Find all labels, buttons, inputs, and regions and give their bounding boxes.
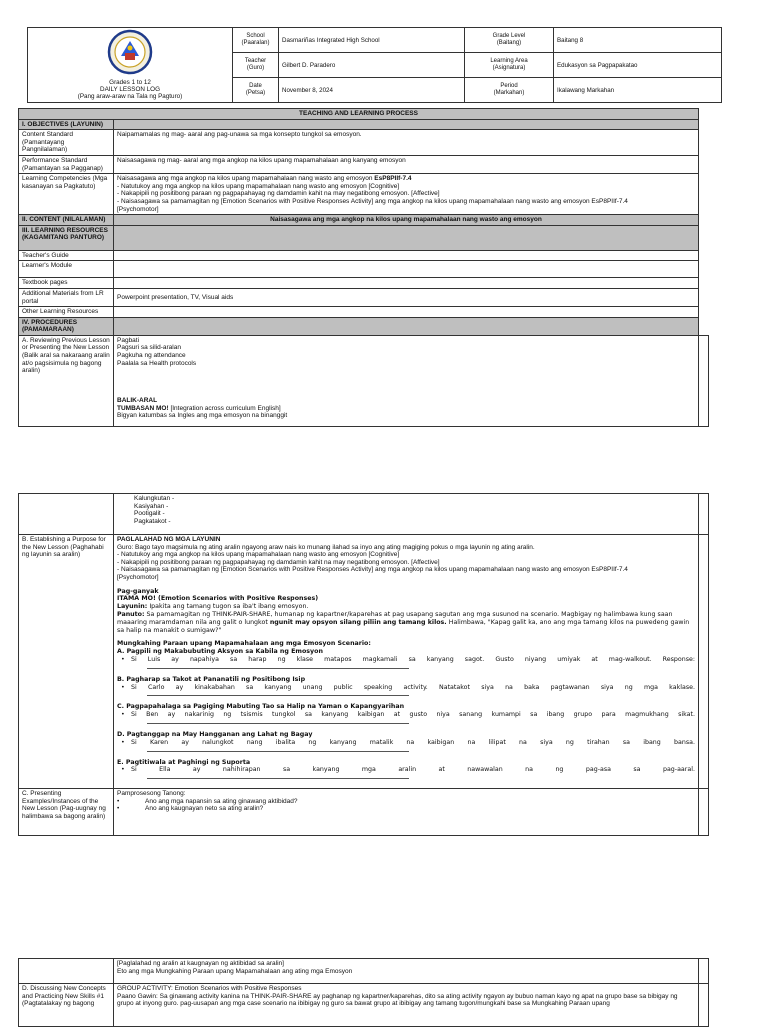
learners-module-label: Learner's Module [19, 261, 114, 278]
deped-seal-icon [105, 29, 155, 75]
emotion-item: Pagkatakot - [134, 517, 171, 525]
resources-title: III. LEARNING RESOURCES (KAGAMITANG PANTURO) [19, 225, 114, 250]
objective-item: - Naisasagawa sa pamamagitan ng [Emotion Scenarios with Positive Responses Activity] ang mga angkop na kilos upang mapamahalaan nang wasto ang emosyon EsP8PIIf-7.4 [117, 566, 628, 574]
tumbasan-instruction: Bigyan katumbas sa Ingles ang mga emosyon na binanggit [117, 412, 288, 420]
competency-item: - Naisasagawa sa pamamagitan ng [Emotion Scenarios with Positive Responses Activity] ang mga angkop na kilos upang mapamahalaan nang wasto ang emosyon EsP8PIIf-7.4 [117, 197, 628, 205]
date-label-fil: (Petsa) [245, 90, 266, 96]
teacher-value: Gilbert D. Paradero [279, 53, 465, 78]
competency-item: [Psychomotor] [117, 205, 159, 213]
teacher-label-fil: (Guro) [246, 65, 265, 71]
paglalahad-title: PAGLALAHAD NG MGA LAYUNIN [117, 536, 221, 543]
response-line [147, 691, 409, 696]
review-item: Pagkuha ng attendance [117, 352, 186, 360]
paano-gawin-text: Paano Gawin: Sa ginawang activity kanina na THINK-PAIR-SHARE ay paghanap ng kapartner/kaparehas, dito sa ating activity ngayon ay bubuo naman kayo ng apat na grupo base sa bibigay ng grupo at inyong guro. pag-uusapan ang mga case scenario na ibibigay ng guro sa bawat grupo at ibibigay ang tamang tugon/mungkahi base sa Mungkahing Paraan upang [117, 992, 678, 1008]
presenting-cell [114, 789, 699, 836]
period-label: Period [500, 83, 518, 89]
question-item: • Ano ang kaugnayan neto sa ating aralin? [117, 805, 264, 813]
scenario-text: • Si Karen ay nalungkot nang ibalita ng kanyang matalik na kaibigan na lilipat na siya ng tirahan sa ibang bansa. [121, 738, 695, 746]
date-label: Date [249, 83, 262, 89]
lesson-table-page2 [18, 493, 709, 836]
balik-aral-heading: BALIK-ARAL [117, 397, 158, 405]
lesson-table-page3 [18, 958, 709, 1027]
school-label-cell [233, 28, 279, 53]
review-label: A. Reviewing Previous Lesson or Presenting the New Lesson (Balik aral sa nakaraang aralin at/o pagsisimula ng bagong aralin) [19, 335, 114, 426]
competencies-code: EsP8PIIf-7.4 [374, 175, 412, 183]
area-label: Learning Area [490, 58, 528, 64]
objective-item: - Natutukoy ang mga angkop na kilos upang mapamahalaan nang wasto ang emosyon [Cognitive] [117, 551, 400, 559]
layunin-line: Layunin: Ipakita ang tamang tugon sa iba't ibang emosyon. [117, 603, 309, 611]
teachers-guide-label: Teacher's Guide [19, 250, 114, 261]
response-line [147, 719, 409, 724]
scenario-text: • Si Luis ay napahiya sa harap ng klase matapos magkamali sa kanyang sagot. Gusto niyang umiyak at mag-walkout. Response: [121, 655, 695, 663]
lesson-table-page1 [18, 108, 709, 427]
tumbasan-note: [Integration across curriculum English] [168, 404, 281, 412]
review-cell [114, 335, 699, 426]
review-item: Pagsuri sa silid-aralan [117, 344, 181, 352]
scenario-text: • Si Carlo ay kinakabahan sa kanyang unang public speaking activity. Natatakot siya na baka pagtawanan siya ng mga kaklase. [121, 683, 695, 691]
content-standard-label: Content Standard (Pamantayang Pangnilalaman) [19, 130, 114, 156]
panuto-line: Panuto: Sa pamamagitan ng THINK-PAIR-SHARE, humanap ng kapartner/kaparehas at pag usapang sagutan ang mga susunod na scenario. Magbigay ng halimbawa kung saan maaaring maramdaman nila ang galit o lungkot ngunit may opsyon silang piliin ang tamang kilos. Halimbawa, "Kapag galit ka, ano ang mga tamang kilos na puwedeng gawin sa halip na manakit o sumigaw?" [117, 610, 690, 634]
scenario-heading: C. Pagpapahalaga sa Pagiging Mabuting Tao sa Halip na Yaman o Kapangyarihan [117, 703, 405, 711]
pag-ganyak-heading: Pag-ganyak [117, 587, 159, 595]
content-standard-value: Naipamamalas ng mag- aaral ang pag-unawa sa mga konsepto tungkol sa emosyon. [114, 130, 699, 156]
period-value: Ikalawang Markahan [554, 78, 722, 103]
mungkahi-title: Mungkahing Paraan upang Mapamahalaan ang mga Emosyon Scenario: [117, 640, 371, 648]
response-line [147, 774, 409, 779]
procedures-title: IV. PROCEDURES (PAMAMARAAN) [19, 317, 114, 335]
school-value: Dasmariñas Integrated High School [279, 28, 465, 53]
emotion-item: Kasiyahan - [134, 502, 169, 510]
scenario-heading: A. Pagpili ng Makabubuting Aksyon sa Kabila ng Emosyon [117, 648, 323, 656]
objectives-title: I. OBJECTIVES (LAYUNIN) [19, 119, 114, 130]
content-value: Naisasagawa ang mga angkop na kilos upang mapamahalaan nang wasto ang emosyon [114, 215, 699, 226]
period-label-fil: (Markahan) [493, 90, 525, 96]
presenting-label: C. Presenting Examples/Instances of the New Lesson (Pag-uugnay ng halimbawa sa bagong aralin) [19, 789, 114, 836]
grade-label-cell [465, 28, 554, 53]
grade-value: Baitang 8 [554, 28, 722, 53]
scenario-text: • Si Ella ay nahihirapan sa kanyang mga aralin at nawawalan na ng pag-asa sa pag-aaral. [121, 766, 695, 774]
emotion-item: Pootigalit - [134, 510, 165, 518]
performance-standard-value: Naisasagawa ng mag- aaral ang mga angkop na kilos upang mapamahalaan ang kanyang emosyon [114, 155, 699, 173]
objective-item: - Nakapipili ng positibong paraan ng pagpapahayag ng damdamin kahit na may negatibong emosyon. [Affective] [117, 558, 440, 566]
textbook-pages-label: Textbook pages [19, 278, 114, 289]
grade-label-fil: (Baitang) [496, 40, 522, 46]
scenario-text: • Si Ben ay nakarinig ng tsismis tungkol sa kanyang kaibigan at gusto niya sanang kumampi sa ibang grupo para magmukhang sikat. [121, 711, 695, 719]
area-label-cell [465, 53, 554, 78]
period-label-cell [465, 78, 554, 103]
log-title: DAILY LESSON LOG [100, 86, 160, 93]
response-line [147, 747, 409, 752]
question-item: • Ano ang mga napansin sa ating ginawang aktibidad? [117, 797, 298, 805]
log-subtitle: (Pang araw-araw na Tala ng Pagturo) [77, 93, 183, 100]
grades-label: Grades 1 to 12 [109, 79, 151, 86]
guro-text: Guro: Bago tayo magsimula ng ating aralin ngayong araw nais ko munang ilahad sa inyo ang ating magiging pokus o mga layunin ng ating aralin. [117, 543, 535, 551]
purpose-label: B. Establishing a Purpose for the New Lesson (Paghahabi ng layunin sa aralin) [19, 535, 114, 789]
area-label-fil: (Asignatura) [492, 65, 526, 71]
purpose-cell [114, 535, 699, 789]
competencies-main: Naisasagawa ang mga angkop na kilos upang mapamahalaan nang wasto ang emosyon EsP8PIIf-7.4 [117, 175, 412, 183]
area-value: Edukasyon sa Pagpapakatao [554, 53, 722, 78]
scenario-heading: D. Pagtanggap na May Hangganan ang Lahat ng Bagay [117, 730, 313, 738]
teacher-label-cell [233, 53, 279, 78]
tumbasan-title: TUMBASAN MO! [117, 404, 169, 412]
tumbasan-line [117, 405, 695, 413]
competency-item: - Natutukoy ang mga angkop na kilos upang mapamahalaan nang wasto ang emosyon [Cognitive] [117, 182, 400, 190]
competency-item: - Nakapipili ng positibong paraan ng pagpapahayag ng damdamin kahit na may negatibong emosyon. [Affective] [117, 190, 440, 198]
itama-title: ITAMA MO! (Emotion Scenarios with Positive Responses) [117, 595, 319, 603]
date-label-cell [233, 78, 279, 103]
discussing-cell [114, 984, 699, 1027]
header-table [27, 27, 722, 103]
other-resources-label: Other Learning Resources [19, 307, 114, 318]
aralin-cell [114, 959, 699, 984]
performance-standard-label: Performance Standard (Pamantayan sa Pagganap) [19, 155, 114, 173]
date-value: November 8, 2024 [279, 78, 465, 103]
school-label-fil: (Paaralan) [241, 40, 270, 46]
competencies-label: Learning Competencies (Mga kasanayan sa Pagkatuto) [19, 174, 114, 215]
scenario-heading: B. Pagharap sa Takot at Pananatili ng Positibong Isip [117, 675, 306, 683]
emotions-list [114, 494, 699, 535]
discussing-label: D. Discussing New Concepts and Practicing New Skills #1 (Pagtatalakay ng bagong [19, 984, 114, 1027]
competencies-cell [114, 174, 699, 215]
prosesong-title: Pamprosesong Tanong: [117, 790, 186, 798]
scenario-heading: E. Pagtitiwala at Paghingi ng Suporta [117, 758, 251, 766]
aralin-line: Eto ang mga Mungkahing Paraan upang Mapamahalaan ang ating mga Emosyon [117, 967, 353, 975]
objective-item: [Psychomotor] [117, 573, 159, 581]
additional-materials-label: Additional Materials from LR portal [19, 288, 114, 306]
content-title: II. CONTENT (NILALAMAN) [19, 215, 114, 226]
review-item: Pagbati [117, 336, 140, 344]
review-item: Paalala sa Health protocols [117, 359, 197, 367]
group-activity-title: GROUP ACTIVITY: Emotion Scenarios with Positive Responses [117, 985, 302, 992]
additional-materials-value: Powerpoint presentation, TV, Visual aids [114, 288, 699, 306]
school-label: School [246, 33, 265, 39]
process-title: TEACHING AND LEARNING PROCESS [19, 109, 699, 120]
aralin-line: [Paglalahad ng aralin at kaugnayan ng aktibidad sa aralin] [117, 960, 284, 967]
logo-cell [28, 28, 233, 103]
emotion-item: Kalungkutan - [134, 495, 175, 502]
response-line [147, 664, 409, 669]
grade-label: Grade Level [492, 33, 526, 39]
teacher-label: Teacher [244, 58, 267, 64]
